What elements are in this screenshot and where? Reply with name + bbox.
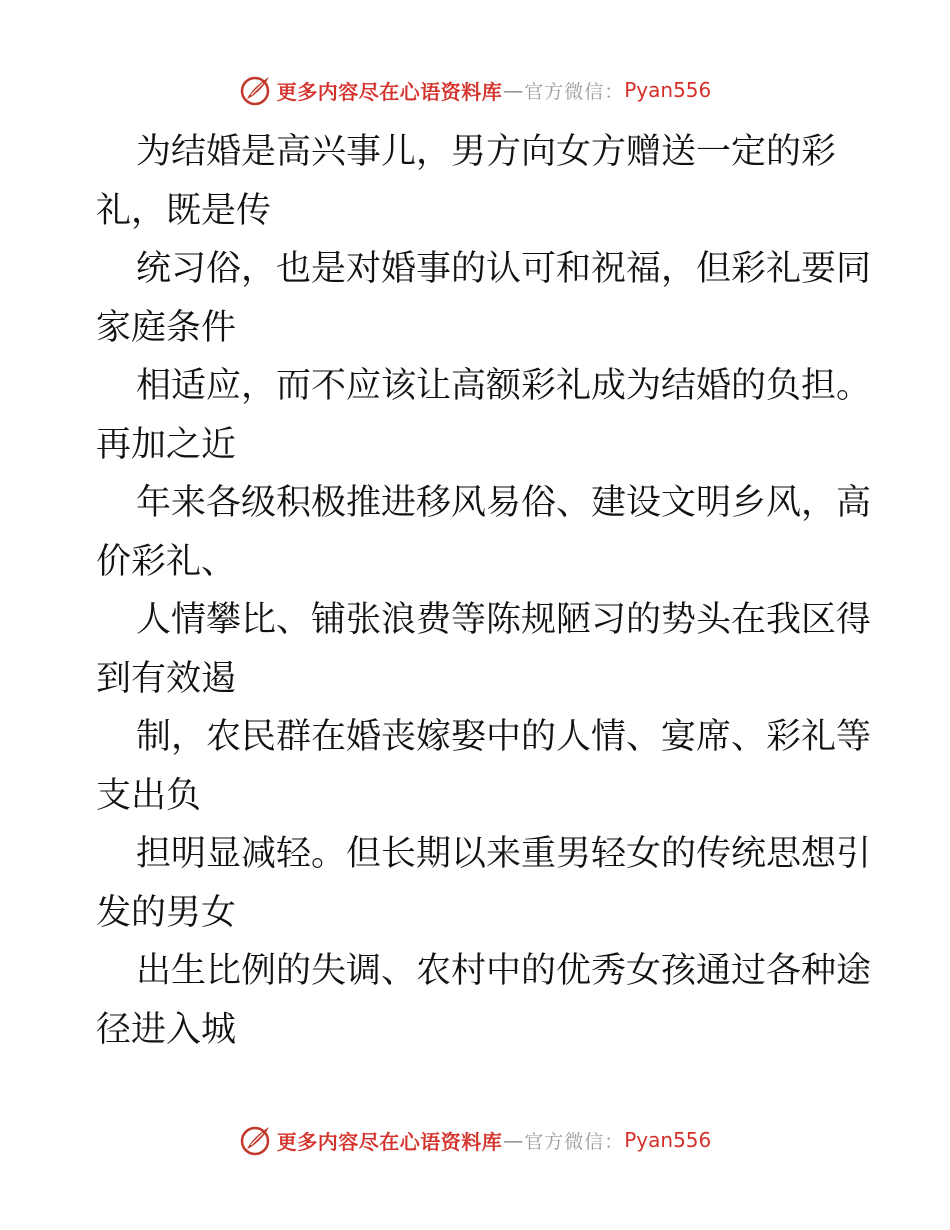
text-line: 家庭条件	[96, 307, 237, 348]
banner-wechat-id: Pyan556	[624, 78, 712, 102]
text-line: 礼，既是传	[96, 190, 272, 231]
text-line: 为结婚是高兴事儿，男方向女方赠送一定的彩	[136, 132, 837, 172]
text-line: 发的男女	[96, 892, 237, 933]
text-line: 统习俗，也是对婚事的认可和祝福，但彩礼要同	[136, 249, 872, 289]
text-line: 价彩礼、	[96, 541, 237, 582]
quill-pen-logo-icon	[239, 73, 273, 107]
header-banner	[0, 70, 950, 110]
text-line: 人情攀比、铺张浪费等陈规陋习的势头在我区得	[136, 600, 872, 640]
text-line: 担明显减轻。但长期以来重男轻女的传统思想引	[136, 834, 872, 874]
banner-wechat-id: Pyan556	[624, 1128, 712, 1152]
text-line: 再加之近	[96, 424, 237, 465]
banner-title: 更多内容尽在心语资料库	[276, 1129, 503, 1154]
text-line: 径进入城	[96, 1009, 237, 1050]
text-line: 支出负	[96, 775, 202, 816]
banner-wechat-label: 官方微信：	[524, 80, 625, 103]
quill-pen-logo-icon	[239, 1123, 273, 1157]
text-line: 出生比例的失调、农村中的优秀女孩通过各种途	[136, 951, 872, 991]
banner-wechat-label: 官方微信：	[524, 1130, 625, 1153]
banner-dash: —	[503, 1128, 524, 1152]
text-line: 到有效遏	[96, 658, 237, 699]
footer-banner	[0, 1120, 950, 1160]
text-line: 相适应，而不应该让高额彩礼成为结婚的负担。	[136, 366, 872, 406]
banner-dash: —	[503, 78, 524, 102]
text-line: 制，农民群在婚丧嫁娶中的人情、宴席、彩礼等	[136, 717, 872, 757]
text-line: 年来各级积极推进移风易俗、建设文明乡风，高	[136, 483, 872, 523]
banner-title: 更多内容尽在心语资料库	[276, 79, 503, 104]
body-text	[96, 123, 872, 1059]
